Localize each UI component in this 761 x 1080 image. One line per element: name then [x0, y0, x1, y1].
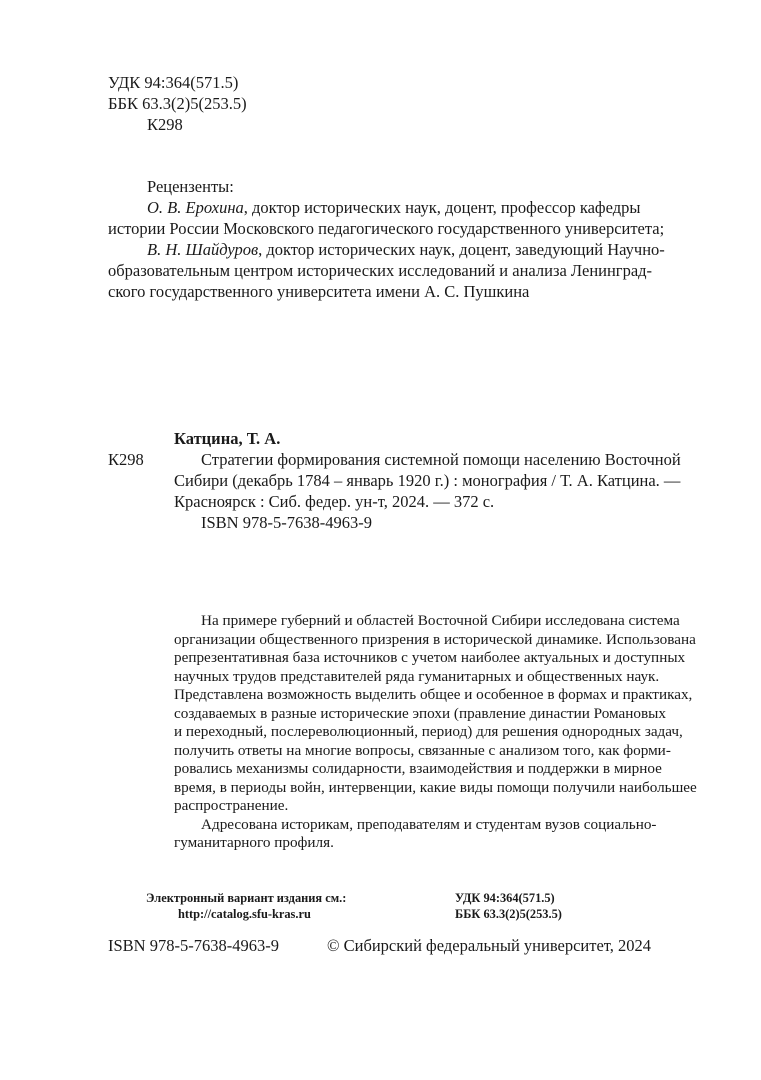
- reviewer-2-credentials: , доктор исторических наук, доцент, заведующий Научно-: [258, 240, 665, 259]
- annotation-line: организации общественного призрения в исторической динамике. Использована: [174, 630, 696, 648]
- annotation-line: получить ответы на многие вопросы, связанные с анализом того, как форми-: [174, 741, 671, 759]
- copyright: © Сибирский федеральный университет, 2024: [326, 936, 651, 955]
- bbk-code: ББК 63.3(2)5(253.5): [108, 94, 247, 113]
- reviewers-heading: Рецензенты:: [147, 177, 234, 196]
- reviewer-1-line-1: [147, 197, 640, 218]
- footer-udk: УДК 94:364(571.5): [455, 891, 555, 905]
- annotation-line: гуманитарного профиля.: [174, 834, 334, 851]
- catalog-isbn: ISBN 978-5-7638-4963-9: [201, 513, 372, 532]
- annotation-line: время, в периоды войн, интервенции, какие виды помощи получили наибольшее: [174, 778, 697, 796]
- footer-bbk: ББК 63.3(2)5(253.5): [455, 907, 562, 921]
- udk-code: УДК 94:364(571.5): [108, 73, 239, 92]
- reviewer-1-credentials: , доктор исторических наук, доцент, профессор кафедры: [243, 198, 641, 217]
- annotation-line: создаваемых в разные исторические эпохи (правление династии Романовых: [174, 704, 666, 722]
- annotation-line: репрезентативная база источников с учетом наиболее актуальных и доступных: [174, 649, 686, 666]
- annotation-line: и переходный, послереволюционный, период) для решения однородных задач,: [174, 723, 683, 740]
- reviewer-2-line-3: ского государственного университета имени А. С. Пушкина: [108, 282, 530, 301]
- electronic-version-label: Электронный вариант издания см.:: [146, 891, 347, 905]
- catalog-title-line-3: Красноярск : Сиб. федер. ун-т, 2024. — 372 с.: [174, 492, 495, 511]
- reviewer-2-name: В. Н. Шайдуров: [147, 240, 259, 259]
- catalog-code: К298: [108, 450, 144, 469]
- reviewer-2-line-2: образовательным центром исторических исследований и анализа Ленинград-: [108, 261, 653, 280]
- annotation-line: ровались механизмы солидарности, взаимодействия и поддержки в мирное: [174, 760, 662, 777]
- catalog-title-line-2: Сибири (декабрь 1784 – январь 1920 г.) : монография / Т. А. Катцина. —: [174, 471, 681, 490]
- annotation-line: научных трудов представителей ряда гуманитарных и общественных наук.: [174, 667, 660, 685]
- reviewer-1-name: О. В. Ерохина: [147, 198, 244, 217]
- annotation-line: распространение.: [174, 797, 289, 814]
- catalog-author: Катцина, Т. А.: [174, 429, 281, 448]
- annotation-line: Адресована историкам, преподавателям и студентам вузов социально-: [201, 815, 657, 833]
- footer-isbn: ISBN 978-5-7638-4963-9: [108, 936, 279, 955]
- reviewer-2-line-1: [147, 239, 665, 260]
- author-mark: К298: [147, 115, 183, 134]
- annotation-line: Представлена возможность выделить общее и особенное в формах и практиках,: [174, 686, 693, 703]
- electronic-version-url[interactable]: http://catalog.sfu-kras.ru: [178, 907, 311, 921]
- reviewer-1-line-2: истории России Московского педагогического государственного университета;: [108, 219, 665, 238]
- catalog-title-line-1: Стратегии формирования системной помощи населению Восточной: [201, 450, 681, 469]
- annotation-line: На примере губерний и областей Восточной Сибири исследована система: [201, 612, 680, 629]
